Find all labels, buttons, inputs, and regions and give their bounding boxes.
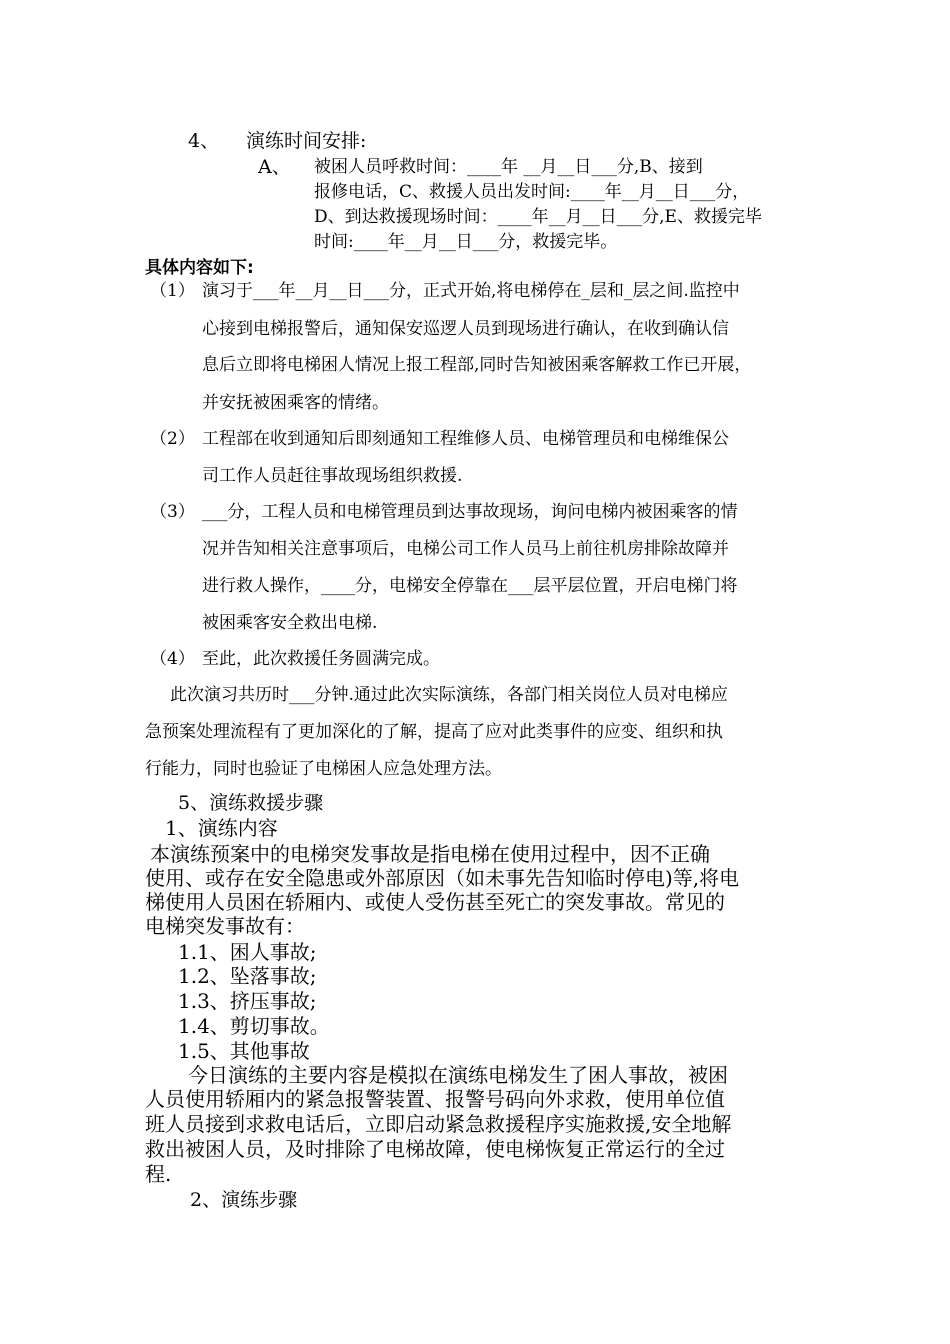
summary-line: 此次演习共历时___分钟.通过此次实际演练，各部门相关岗位人员对电梯应 bbox=[170, 685, 728, 705]
paragraph-line: 程. bbox=[145, 1162, 172, 1186]
section-4-heading: 演练时间安排: bbox=[246, 130, 367, 152]
section-5-heading: 5、演练救援步骤 bbox=[178, 792, 324, 814]
paragraph-line: 救出被困人员，及时排除了电梯故障，使电梯恢复正常运行的全过 bbox=[145, 1137, 725, 1161]
schedule-line-4: 时间:____年__月__日___分，救援完毕。 bbox=[314, 232, 618, 252]
paragraph-line: 使用、或存在安全隐患或外部原因（如未事先告知临时停电)等,将电 bbox=[145, 866, 740, 890]
subsection-1-heading: 1、演练内容 bbox=[165, 816, 278, 840]
content-title: 具体内容如下: bbox=[145, 258, 254, 278]
item-4-line: 至此，此次救援任务圆满完成。 bbox=[202, 649, 440, 669]
item-3-line: ___分，工程人员和电梯管理员到达事故现场，询问电梯内被困乘客的情 bbox=[202, 502, 738, 522]
paragraph-line: 班人员接到求救电话后，立即启动紧急救援程序实施救援,安全地解 bbox=[145, 1112, 732, 1136]
item-2-number: （2） bbox=[150, 429, 195, 449]
item-2-line: 工程部在收到通知后即刻通知工程维修人员、电梯管理员和电梯维保公 bbox=[202, 429, 729, 449]
list-item: 1.1、困人事故; bbox=[178, 940, 317, 964]
item-1-line: 心接到电梯报警后，通知保安巡逻人员到现场进行确认，在收到确认信 bbox=[202, 319, 729, 339]
item-3-line: 进行救人操作，____分，电梯安全停靠在___层平层位置，开启电梯门将 bbox=[202, 576, 738, 596]
list-item: 1.2、坠落事故; bbox=[178, 964, 317, 988]
paragraph-line: 人员使用轿厢内的紧急报警装置、报警号码向外求救，使用单位值 bbox=[145, 1087, 725, 1111]
schedule-line-2: 报修电话，C、救援人员出发时间:____年__月__日___分， bbox=[314, 182, 750, 202]
item-a-label: A、 bbox=[258, 156, 291, 178]
item-4-number: （4） bbox=[150, 649, 195, 669]
item-3-line: 被困乘客安全救出电梯. bbox=[202, 613, 378, 633]
schedule-line-3: D、到达救援现场时间：____年__月__日___分,E、救援完毕 bbox=[314, 207, 762, 227]
item-2-line: 司工作人员赶往事故现场组织救援. bbox=[202, 466, 463, 486]
summary-line: 行能力，同时也验证了电梯困人应急处理方法。 bbox=[145, 759, 502, 779]
paragraph-line: 本演练预案中的电梯突发事故是指电梯在使用过程中，因不正确 bbox=[150, 842, 710, 866]
item-3-line: 况并告知相关注意事项后，电梯公司工作人员马上前往机房排除故障并 bbox=[202, 539, 729, 559]
paragraph-line: 电梯突发事故有： bbox=[145, 914, 305, 938]
schedule-line-1: 被困人员呼救时间：____年 __月__日___分,B、接到 bbox=[314, 157, 703, 177]
list-item: 1.3、挤压事故; bbox=[178, 989, 317, 1013]
list-item: 1.4、剪切事故。 bbox=[178, 1014, 330, 1038]
summary-line: 急预案处理流程有了更加深化的了解，提高了应对此类事件的应变、组织和执 bbox=[145, 722, 723, 742]
item-1-line: 演习于___年__月__日___分，正式开始,将电梯停在_层和_层之间.监控中 bbox=[202, 281, 740, 301]
subsection-2-heading: 2、演练步骤 bbox=[190, 1189, 298, 1211]
item-1-number: （1） bbox=[150, 281, 195, 301]
item-1-line: 并安抚被困乘客的情绪。 bbox=[202, 393, 389, 413]
list-item: 1.5、其他事故 bbox=[178, 1039, 310, 1063]
item-3-number: （3） bbox=[150, 502, 195, 522]
section-4-number: 4、 bbox=[188, 130, 220, 152]
paragraph-line: 今日演练的主要内容是模拟在演练电梯发生了困人事故，被困 bbox=[188, 1063, 728, 1087]
paragraph-line: 梯使用人员困在轿厢内、或使人受伤甚至死亡的突发事故。常见的 bbox=[145, 890, 725, 914]
item-1-line: 息后立即将电梯困人情况上报工程部,同时告知被困乘客解救工作已开展， bbox=[202, 355, 752, 375]
